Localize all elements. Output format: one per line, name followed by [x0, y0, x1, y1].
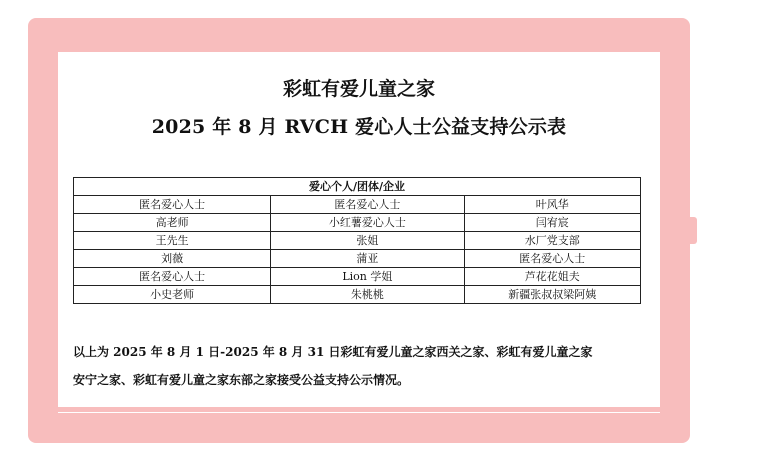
table-row — [74, 232, 641, 250]
footer-line: 以上为 2025 年 8 月 1 日-2025 年 8 月 31 日彩虹有爱儿童之家西关之家、彩虹有爱儿童之家 — [73, 345, 593, 359]
document-page — [58, 52, 660, 407]
table-cell: 小史老师 — [74, 286, 271, 304]
table-cell: 蒲亚 — [271, 250, 464, 268]
table-cell: 张姐 — [271, 232, 464, 250]
table-row — [74, 250, 641, 268]
table-cell: 芦花花姐夫 — [464, 268, 641, 286]
table-header: 爱心个人/团体/企业 — [74, 178, 641, 196]
table-row — [74, 196, 641, 214]
table-cell: 高老师 — [74, 214, 271, 232]
table-cell: Lion 学姐 — [271, 268, 464, 286]
footer-line: 安宁之家、彩虹有爱儿童之家东部之家接受公益支持公示情况。 — [73, 373, 410, 387]
donor-table — [73, 177, 641, 304]
table-cell: 匿名爱心人士 — [74, 268, 271, 286]
table-header-row — [74, 178, 641, 196]
table-row — [74, 214, 641, 232]
table-cell: 叶风华 — [464, 196, 641, 214]
table-cell: 闫宥宸 — [464, 214, 641, 232]
table-cell: 朱桃桃 — [271, 286, 464, 304]
table-cell: 王先生 — [74, 232, 271, 250]
table-cell: 匿名爱心人士 — [271, 196, 464, 214]
document-subtitle: 2025 年 8 月 RVCH 爱心人士公益支持公示表 — [151, 116, 567, 138]
table-cell: 新疆张叔叔梁阿姨 — [464, 286, 641, 304]
table-cell: 匿名爱心人士 — [74, 196, 271, 214]
footer-note — [73, 338, 653, 394]
page-bottom-edge — [58, 412, 660, 413]
table-cell: 刘薇 — [74, 250, 271, 268]
table-row — [74, 268, 641, 286]
table-cell: 小红薯爱心人士 — [271, 214, 464, 232]
table-row — [74, 286, 641, 304]
frame-side-tab — [689, 217, 697, 244]
document-title: 彩虹有爱儿童之家 — [282, 78, 435, 100]
table-cell: 水厂党支部 — [464, 232, 641, 250]
table-cell: 匿名爱心人士 — [464, 250, 641, 268]
